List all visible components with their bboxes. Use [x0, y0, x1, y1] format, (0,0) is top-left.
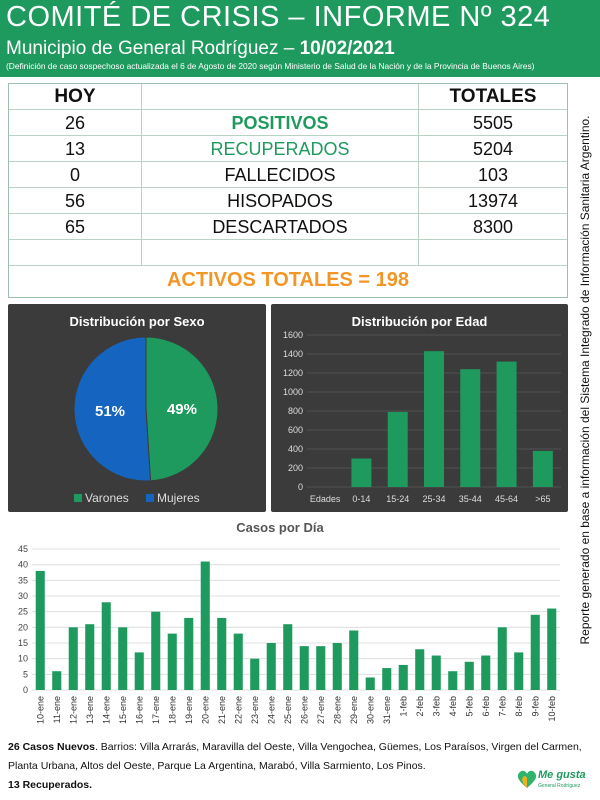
legend-swatch: [146, 494, 154, 502]
day-bar: [514, 652, 523, 690]
table-row: [9, 110, 567, 136]
x-tick-label: 28-ene: [332, 696, 343, 725]
total-value: 13974: [467, 191, 519, 211]
y-tick-label: 0: [297, 482, 303, 492]
day-bar: [151, 612, 160, 690]
x-tick-label: 10-feb: [546, 696, 557, 722]
age-bar: [351, 459, 371, 488]
day-bar: [498, 627, 507, 690]
y-tick-label: 45: [17, 544, 28, 554]
y-tick-label: 1000: [282, 387, 303, 397]
x-tick-label: 1-feb: [398, 696, 409, 717]
report-subtitle: [6, 38, 395, 60]
x-tick-label: Edades: [309, 494, 341, 504]
x-tick-label: 18-ene: [167, 696, 178, 725]
day-bar: [217, 618, 226, 690]
age-bar-chart: [271, 304, 568, 512]
x-tick-label: 45-64: [495, 494, 519, 504]
x-tick-label: 26-ene: [299, 696, 310, 725]
day-bar: [234, 634, 243, 690]
hoy-value: 13: [9, 136, 142, 161]
x-tick-label: 0-14: [352, 494, 371, 504]
sex-distribution-panel: [8, 304, 266, 512]
x-tick-label: 29-ene: [348, 696, 359, 725]
day-bar: [415, 649, 424, 690]
x-tick-label: 6-feb: [480, 696, 491, 717]
x-tick-label: 31-ene: [381, 696, 392, 725]
day-bar: [300, 646, 309, 690]
new-cases-count: 26 Casos Nuevos: [8, 741, 95, 753]
age-bar: [497, 362, 517, 487]
hoy-value: 0: [9, 162, 142, 187]
sex-pie-chart: [8, 304, 266, 512]
y-tick-label: 0: [22, 685, 28, 695]
age-bar: [460, 369, 480, 487]
table-empty-row: [9, 240, 567, 266]
day-bar: [531, 615, 540, 690]
x-tick-label: 2-feb: [414, 696, 425, 717]
x-tick-label: 24-ene: [266, 696, 277, 725]
x-tick-label: 14-ene: [101, 696, 112, 725]
day-bar: [184, 618, 193, 690]
day-bar: [349, 630, 358, 690]
sex-chart-title: Distribución por Sexo: [69, 314, 205, 329]
day-bar: [481, 656, 490, 690]
logo-subtext: General Rodríguez: [538, 783, 581, 789]
x-tick-label: 8-feb: [513, 696, 524, 717]
subtitle-municipality: Municipio de General Rodríguez –: [6, 38, 300, 59]
report-date: 10/02/2021: [299, 38, 395, 59]
y-tick-label: 10: [17, 653, 28, 664]
day-bar: [399, 665, 408, 690]
age-bar: [424, 351, 444, 487]
x-tick-label: 13-ene: [84, 696, 95, 725]
day-bar: [168, 634, 177, 690]
total-value: 8300: [472, 217, 514, 237]
day-bar: [36, 571, 45, 690]
hoy-value: 26: [9, 110, 142, 135]
y-tick-label: 200: [287, 463, 303, 473]
day-bar: [85, 624, 94, 690]
x-tick-label: >65: [535, 494, 551, 504]
daily-cases-chart: [0, 538, 570, 738]
x-tick-label: 10-ene: [35, 696, 46, 725]
x-tick-label: 11-ene: [51, 696, 62, 724]
y-tick-label: 35: [17, 575, 28, 586]
age-bar: [533, 451, 553, 487]
x-tick-label: 5-feb: [464, 696, 475, 717]
age-bar: [388, 412, 408, 487]
x-tick-label: 16-ene: [134, 696, 145, 725]
day-bar: [118, 627, 127, 690]
total-value: 5204: [472, 139, 514, 159]
x-tick-label: 19-ene: [183, 696, 194, 725]
x-tick-label: 17-ene: [150, 696, 161, 725]
y-tick-label: 25: [17, 606, 28, 617]
y-tick-label: 20: [17, 622, 28, 633]
day-bar: [283, 624, 292, 690]
day-bar: [465, 662, 474, 690]
x-tick-label: 12-ene: [68, 696, 79, 725]
x-tick-label: 25-ene: [282, 696, 293, 725]
logo-text: Me gusta: [538, 769, 586, 781]
y-tick-label: 1200: [282, 368, 303, 378]
y-tick-label: 600: [287, 425, 303, 435]
y-tick-label: 5: [22, 669, 28, 680]
y-tick-label: 800: [287, 406, 303, 416]
x-tick-label: 15-24: [386, 494, 410, 504]
day-bar: [366, 677, 375, 690]
pie-label: 49%: [166, 400, 197, 418]
day-bar: [432, 656, 441, 690]
empty-cell: [9, 240, 142, 265]
table-header-row: [9, 84, 567, 110]
row-label: HISOPADOS: [142, 188, 419, 213]
y-tick-label: 40: [17, 559, 28, 570]
daily-chart-title: Casos por Día: [236, 520, 324, 535]
x-tick-label: 20-ene: [200, 696, 211, 725]
hoy-value: 56: [9, 188, 142, 213]
row-label: RECUPERADOS: [142, 136, 419, 161]
y-tick-label: 400: [287, 444, 303, 454]
col-hoy-header: HOY: [9, 84, 142, 109]
x-tick-label: 30-ene: [365, 696, 376, 725]
report-title: COMITÉ DE CRISIS – INFORME Nº 324: [6, 1, 551, 33]
y-tick-label: 1400: [282, 349, 303, 359]
hoy-value: 65: [9, 214, 142, 239]
x-tick-label: 15-ene: [117, 696, 128, 725]
x-tick-label: 4-feb: [447, 696, 458, 717]
activos-totales: ACTIVOS TOTALES = 198: [166, 269, 410, 291]
source-note-text: Reporte generado en base a información del Sistema Integrado de Información Sanitaria Argentino.: [578, 115, 592, 645]
x-tick-label: 22-ene: [233, 696, 244, 725]
age-chart-title: Distribución por Edad: [351, 314, 488, 329]
age-distribution-panel: [271, 304, 568, 512]
day-bar: [316, 646, 325, 690]
col-label-header: [142, 84, 419, 109]
table-row: [9, 188, 567, 214]
y-tick-label: 15: [17, 638, 28, 648]
new-cases-barrios: . Barrios: Villa Arrarás, Maravilla del Oeste, Villa Vengochea, Güemes, Los Paraísos, Virgen del Carmen,: [94, 741, 582, 753]
day-bar: [69, 627, 78, 690]
y-tick-label: 1600: [282, 330, 303, 340]
recovered-line: 13 Recuperados.: [8, 779, 93, 791]
new-cases-line: [8, 741, 582, 753]
x-tick-label: 9-feb: [530, 696, 541, 717]
source-note: [574, 88, 596, 672]
day-bar: [448, 671, 457, 690]
row-label: DESCARTADOS: [142, 214, 419, 239]
heart-icon: [516, 768, 538, 790]
table-row: [9, 214, 567, 240]
col-totales-header: TOTALES: [449, 86, 537, 107]
day-bar: [201, 562, 210, 690]
day-bar: [547, 609, 556, 690]
day-bar: [135, 652, 144, 690]
definition-note: (Definición de caso sospechoso actualizada el 6 de Agosto de 2020 según Ministerio de Salud de la Nación y de la Provincia de Buenos Aires): [6, 61, 535, 71]
y-tick-label: 30: [17, 591, 28, 601]
table-row: [9, 162, 567, 188]
x-tick-label: 23-ene: [249, 696, 260, 725]
pie-label: 51%: [95, 403, 126, 421]
row-label: POSITIVOS: [142, 110, 419, 135]
report-header: [0, 0, 600, 77]
row-label: FALLECIDOS: [142, 162, 419, 187]
total-value: 103: [477, 165, 509, 185]
empty-cell: [142, 240, 419, 265]
new-cases-line-2: Planta Urbana, Altos del Oeste, Parque La Argentina, Marabó, Villa Sarmiento, Los Pinos.: [8, 760, 426, 772]
total-value: 5505: [472, 113, 514, 133]
x-tick-label: 25-34: [422, 494, 446, 504]
x-tick-label: 21-ene: [216, 696, 227, 725]
day-bar: [250, 659, 259, 690]
summary-table: [8, 83, 568, 298]
municipal-logo: [516, 766, 586, 796]
legend-label: Mujeres: [157, 491, 200, 505]
day-bar: [333, 643, 342, 690]
day-bar: [382, 668, 391, 690]
x-tick-label: 27-ene: [315, 696, 326, 725]
x-tick-label: 35-44: [458, 494, 482, 504]
x-tick-label: 7-feb: [497, 696, 508, 717]
table-row: [9, 136, 567, 162]
empty-cell: [419, 240, 567, 266]
legend-label: Varones: [85, 491, 129, 505]
x-tick-label: 3-feb: [431, 696, 442, 717]
day-bar: [52, 671, 61, 690]
legend-swatch: [74, 494, 82, 502]
day-bar: [102, 602, 111, 690]
day-bar: [267, 643, 276, 690]
